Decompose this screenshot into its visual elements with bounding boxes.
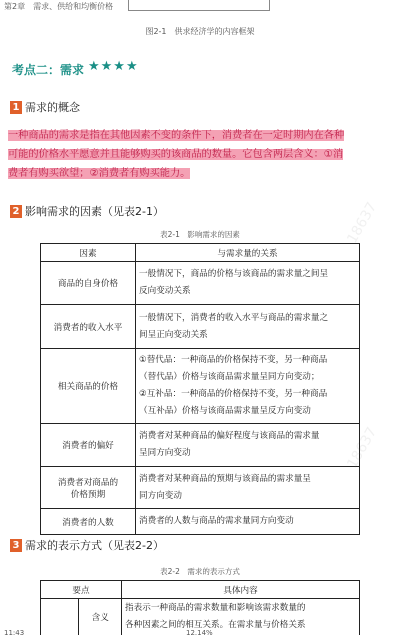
section-title: 需求的表示方式（见表2-2） [25,539,164,552]
definition-paragraph [8,126,386,183]
factor-text: 消费者的偏好 [62,441,114,451]
row-label-cell: 含义 [79,599,122,636]
reading-progress: 12.14% [186,629,213,637]
section-title: 影响需求的因素（见表2-1） [25,205,164,218]
relation-line: 同方向变动 [139,490,182,501]
table-caption: 表2-2 需求的表示方式 [160,567,240,576]
table-row [41,262,360,305]
factor-cell [41,509,136,535]
content-line: 各种因素之间的相互关系。在需求量与价格关系 [125,620,306,630]
section-title: 需求的概念 [25,101,80,114]
column-header: 因素 [41,244,136,262]
section-number-badge: 1 [10,101,22,114]
relation-line: 消费者对某种商品的预期与该商品的需求量呈 [139,473,311,484]
definition-line: 可能的价格水平愿意并且能够购买的该商品的数量。它包含两层含义：①消 [8,149,344,160]
content-line: 指表示一种商品的需求数量和影响该需求数量的 [125,603,306,613]
section-heading-factors [10,203,164,219]
relation-line: ①替代品：一种商品的价格保持不变，另一种商品 [139,355,328,365]
factor-text: 商品的自身价格 [57,279,119,289]
factor-text: 相关商品的价格 [57,382,119,392]
demand-factors-table [40,243,360,535]
column-header: 具体内容 [122,581,360,599]
figure-bottom-edge [128,0,270,11]
table-row [41,349,360,424]
factor-cell [41,305,136,349]
factor-cell [41,262,136,305]
chapter-title: 第2章 需求、供给和均衡价格 [4,2,114,11]
importance-stars: ★★★★ [88,59,139,74]
definition-line: 费者有购买欲望；②消费者有购买能力。 [8,168,191,179]
table-caption: 表2-1 影响需求的因素 [160,230,240,239]
column-header: 要点 [41,581,122,599]
demand-representation-table [40,580,360,635]
relation-cell [136,262,360,305]
relation-cell [136,349,360,424]
relation-line: 反向变动关系 [139,286,191,296]
section-heading-representation [10,537,164,553]
section-number-badge: 2 [10,205,22,218]
factor-cell [41,467,136,509]
relation-line: 消费者的人数与商品的需求量同方向变动 [139,516,294,526]
chapter-header [0,0,400,14]
status-bar [0,628,400,640]
relation-cell [136,424,360,467]
table-row [41,424,360,467]
section-number-badge: 3 [10,539,22,552]
watermark-text: 18637 [344,424,381,472]
factor-text: 消费者的人数 [62,517,114,528]
relation-cell [136,305,360,349]
relation-line: 消费者对某种商品的偏好程度与该商品的需求量 [139,431,320,441]
relation-line: （替代品）价格与该商品需求量呈同方向变动； [139,372,320,382]
section-heading-concept [10,99,80,115]
relation-line: 呈同方向变动 [139,448,191,458]
table-row [41,467,360,509]
column-header: 与需求量的关系 [136,244,360,262]
relation-cell [136,467,360,509]
relation-line: （互补品）价格与该商品需求量呈反方向变动 [139,406,311,416]
factor-cell [41,349,136,424]
factor-text: 消费者的收入水平 [53,322,123,333]
figure-caption: 图2-1 供求经济学的内容框架 [145,27,255,36]
factor-text: 价格预期 [70,489,106,500]
table-row [41,305,360,349]
kaodian-heading [0,60,400,78]
relation-line: 一般情况下，消费者的收入水平与商品的需求量之 [139,312,329,323]
factor-text: 消费者对商品的 [57,477,119,488]
relation-line: ②互补品：一种商品的价格保持不变，另一种商品 [139,389,328,399]
watermark-text: 18637 [344,199,381,247]
table-header-row [41,244,360,262]
relation-line: 一般情况下，商品的价格与该商品的需求量之间呈 [139,269,329,279]
table-row [41,509,360,535]
relation-line: 间呈正向变动关系 [139,329,208,340]
table-header-row [41,581,360,599]
definition-line: 一种商品的需求是指在其他因素不变的条件下，消费者在一定时期内在各种 [8,130,345,141]
kaodian-label: 考点二：需求 [12,63,85,77]
factor-cell [41,424,136,467]
clock-time: 11:43 [4,629,25,637]
relation-cell [136,509,360,535]
